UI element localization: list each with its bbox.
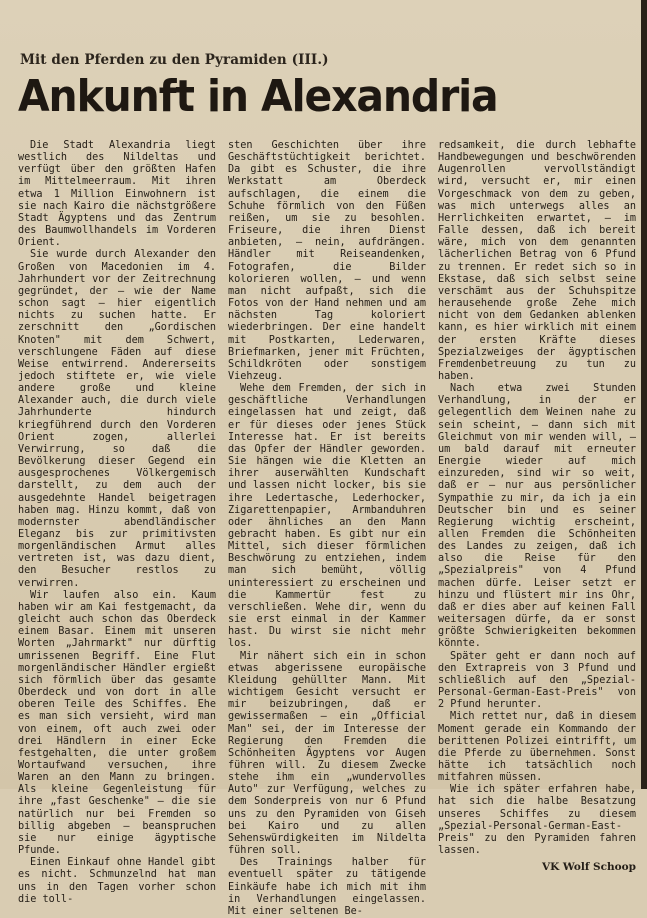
article-headline: Ankunft in Alexandria [18, 71, 498, 122]
paragraph: redsamkeit, die durch lebhafte Handbewegungen und beschwörenden Augenrollen vervollständigt wird, versucht er, mir einen Vorgeschmack von dem zu geben, was mich unterwegs alles an Herrlichkeiten erwartet, – im Falle dessen, daß ich bereit wäre, mich von dem genannten lächerlichen Betrag von 6 Pfund zu trennen. Er redet sich so in Ekstase, daß sich selbst seine verschämt aus der Schuhspitze herausehende große Zehe mich nicht von dem Gedanken ablenken kann, es hier wirklich mit einem der ersten Kräfte dieses Spezialzweiges der ägyptischen Fremdenbetreuung zu tun zu haben. [438, 140, 636, 382]
paragraph: Mir nähert sich ein in schon etwas abgerissene europäische Kleidung gehüllter Mann. Mit wichtigem Gesicht versucht er mir beizubringen, daß er gewissermaßen – ein „Official Man" sei, der im Interesse der Regierung den Fremden die Schönheiten Ägyptens vor Augen führen will. Zu diesem Zwecke stehe ihm ein „wundervolles Auto" zur Verfügung, welches zu dem Sonderpreis von nur 6 Pfund uns zu den Pyramiden von Giseh bei Kairo und zu allen Sehenswürdigkeiten im Nildelta führen soll. [228, 650, 426, 857]
paragraph: Wehe dem Fremden, der sich in geschäftliche Verhandlungen eingelassen hat und zeigt, daß er für dieses oder jenes Stück Interesse hat. Er ist bereits das Opfer der Händler geworden. Sie hängen wie die Kletten an ihrer auserwählten Kundschaft und lassen nicht locker, bis sie ihre Ledertasche, Lederhocker, Zigarettenpapier, Armbanduhren oder ähnliches an den Mann gebracht haben. Es gibt nur ein Mittel, sich dieser förmlichen Beschwörung zu entziehen, indem man sich bemüht, völlig uninteressiert zu erscheinen und die Kammertür fest zu verschließen. Wehe dir, wenn du sie erst einmal in der Kammer hast. Du wirst sie nicht mehr los. [228, 383, 426, 650]
article-column-3 [438, 140, 636, 873]
paragraph: Einen Einkauf ohne Handel gibt es nicht. Schmunzelnd hat man uns in den Tagen vorher schon die toll- [18, 857, 216, 905]
article-body [18, 140, 639, 918]
paragraph: Wir laufen also ein. Kaum haben wir am Kai festgemacht, da gleicht auch schon das Oberdeck einem Basar. Einem mit unseren Worten „Jahrmarkt" nur dürftig umrissenen Begriff. Eine Flut morgenländischer Händler ergießt sich förmlich über das gesamte Oberdeck und von dort in alle oberen Teile des Schiffes. Ehe es man sich versieht, wird man von einem, oft auch zwei oder drei Händlern in einer Ecke festgehalten, die unter großem Wortaufwand versuchen, ihre Waren an den Mann zu bringen. Als kleine Gegenleistung für ihre „fast Geschenke" – die sie natürlich nur bei Fremden so billig abgeben – beanspruchen sie nur einige ägyptische Pfunde. [18, 589, 216, 857]
paragraph: Nach etwa zwei Stunden Verhandlung, in der er gelegentlich dem Weinen nahe zu sein scheint, – dann sich mit Gleichmut von mir wenden will, – um bald darauf mit erneuter Energie wieder auf mich einzureden, sind wir so weit, daß er – nur aus persönlicher Sympathie zu mir, da ich ja ein Deutscher bin und es seiner Regierung wichtig erscheint, allen Fremden die Schönheiten des Landes zu zeigen, daß ich also die Reise für den „Spezialpreis" von 4 Pfund machen dürfe. Leiser setzt er hinzu und flüstert mir ins Ohr, daß er dies aber auf keinen Fall weitersagen dürfe, da er sonst größte Schwierigkeiten bekommen könnte. [438, 383, 636, 650]
paragraph: Die Stadt Alexandria liegt westlich des Nildeltas und verfügt über den größten Hafen im Mittelmeerraum. Mit ihren etwa 1 Million Einwohnern ist sie nach Kairo die nächstgrößere Stadt Ägyptens und das Zentrum des Baumwollhandels im Vorderen Orient. [18, 140, 216, 249]
article-kicker: Mit den Pferden zu den Pyramiden (III.) [20, 52, 329, 68]
page-edge-shadow [641, 0, 647, 789]
paragraph: Später geht er dann noch auf den Extrapreis von 3 Pfund und schließlich auf den „Spezial-Personal-German-East-Preis" von 2 Pfund herunter. [438, 650, 636, 711]
paragraph: Des Trainings halber für eventuell später zu tätigende Einkäufe habe ich mich mit ihm in Verhandlungen eingelassen. Mit einer seltenen Be- [228, 857, 426, 917]
paragraph: sten Geschichten über ihre Geschäftstüchtigkeit berichtet. Da gibt es Schuster, die ihre Werkstatt am Oberdeck aufschlagen, die einem die Schuhe förmlich von den Füßen reißen, um sie zu besohlen. Friseure, die ihren Dienst anbieten, – nein, aufdrängen. Händler mit Reiseandenken, Fotografen, die Bilder kolorieren wollen, – und wenn man nicht aufpaßt, sich die Fotos von der Hand nehmen und am nächsten Tag koloriert wiederbringen. Der eine handelt mit Postkarten, Lederwaren, Briefmarken, jener mit Früchten, Schildkröten oder sonstigem Viehzeug. [228, 140, 426, 382]
paragraph: Mich rettet nur, daß in diesem Moment gerade ein Kommando der berittenen Polizei eintrifft, um die Pferde zu übernehmen. Sonst hätte ich tatsächlich noch mitfahren müssen. [438, 711, 636, 784]
paragraph: Wie ich später erfahren habe, hat sich die halbe Besatzung unseres Schiffes zu diesem „Spezial-Personal-German-East-Preis" zu den Pyramiden fahren lassen. [438, 784, 636, 857]
article-column-1 [18, 140, 216, 906]
article-column-2 [228, 140, 426, 918]
article-byline: VK Wolf Schoop [542, 861, 636, 874]
paragraph: Sie wurde durch Alexander den Großen von Macedonien im 4. Jahrhundert vor der Zeitrechnung gegründet, der – wie der Name schon sagt – hier eigentlich nichts zu suchen hatte. Er zerschnitt den „Gordischen Knoten" mit dem Schwert, verschlungene Fäden auf diese Weise entwirrend. Andererseits jedoch stiftete er, wie viele andere große und kleine Alexander auch, die durch viele Jahrhunderte hindurch kriegführend durch den Vorderen Orient zogen, allerlei Verwirrung, so daß die Bevölkerung dieser Gegend ein ausgesprochenes Völkergemisch darstellt, zu dem auch der ausgedehnte Handel beigetragen haben mag. Hinzu kommt, daß von modernster abendländischer Eleganz bis zur primitivsten morgenländischen Armut alles vertreten ist, was dazu dient, den Besucher restlos zu verwirren. [18, 249, 216, 589]
